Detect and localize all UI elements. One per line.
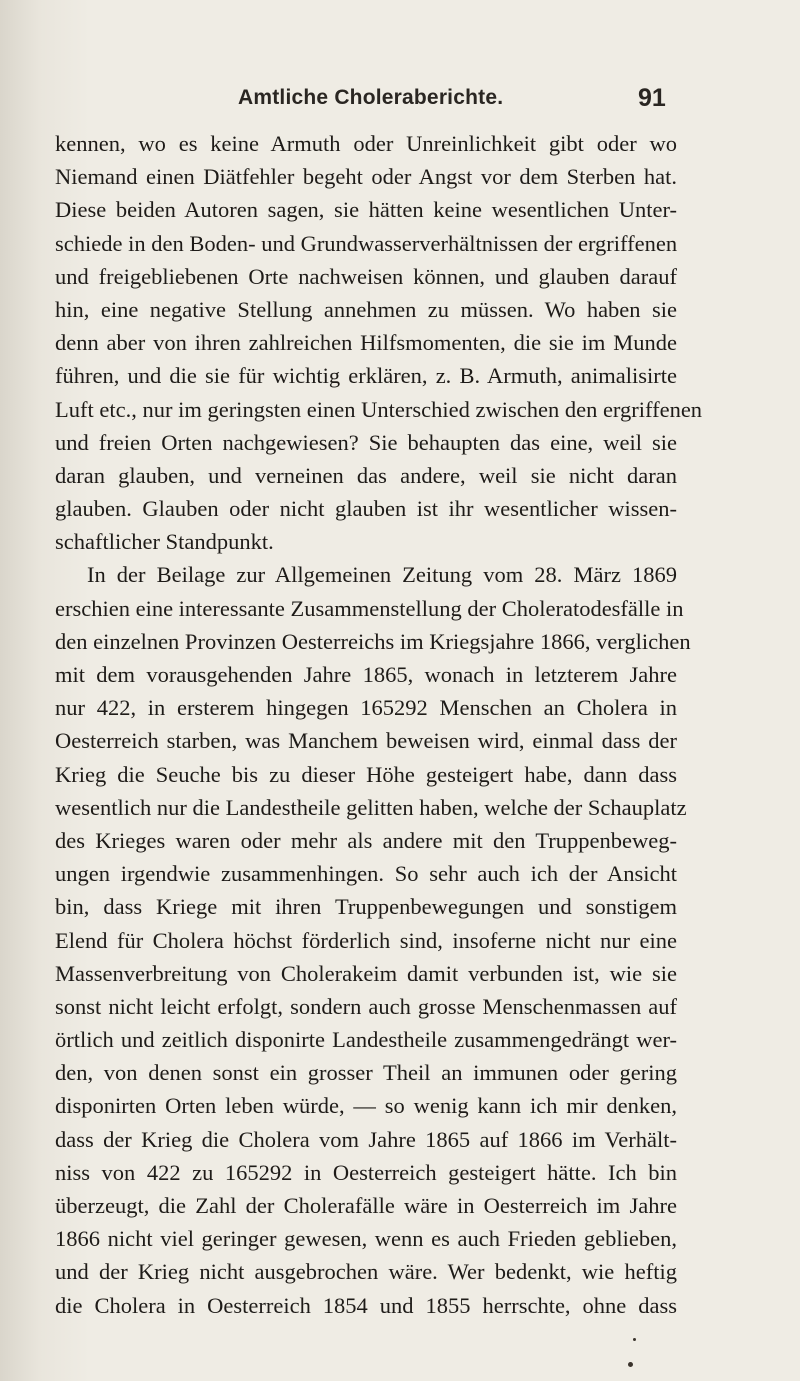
page-header: [0, 86, 800, 116]
text-line: glauben. Glauben oder nicht glauben ist ihr wesentlicher wissen-: [55, 496, 677, 522]
text-line: den einzelnen Provinzen Oesterreichs im Kriegsjahre 1866, verglichen: [55, 628, 691, 654]
text-line: erschien eine interessante Zusammenstellung der Choleratodesfälle in: [55, 595, 684, 621]
text-line: überzeugt, die Zahl der Cholerafälle wäre in Oesterreich im Jahre: [55, 1193, 677, 1218]
paragraph-first-line: In der Beilage zur Allgemeinen Zeitung vom 28. März 1869: [87, 562, 677, 588]
text-line: niss von 422 zu 165292 in Oesterreich gesteigert hätte. Ich bin: [55, 1159, 677, 1185]
text-line: nur 422, in ersterem hingegen 165292 Menschen an Cholera in: [55, 695, 677, 721]
text-line: Luft etc., nur im geringsten einen Unterschied zwischen den ergriffenen: [55, 396, 703, 422]
text-line: disponirten Orten leben würde, — so wenig kann ich mir denken,: [55, 1093, 677, 1119]
text-line: dass der Krieg die Cholera vom Jahre 1865 auf 1866 im Verhält-: [55, 1126, 677, 1152]
text-line: bin, dass Kriege mit ihren Truppenbewegungen und sonstigem: [55, 894, 677, 920]
text-line: Massenverbreitung von Cholerakeim damit verbunden ist, wie sie: [55, 960, 677, 986]
text-line: örtlich und zeitlich disponirte Landestheile zusammengedrängt wer-: [55, 1027, 677, 1053]
page-number: 91: [638, 84, 666, 112]
text-line: des Krieges waren oder mehr als andere mit den Truppenbeweg-: [55, 827, 677, 853]
text-line: führen, und die sie für wichtig erklären, z. B. Armuth, animalisirte: [55, 363, 677, 389]
text-line: Oesterreich starben, was Manchem beweisen wird, einmal dass der: [55, 728, 677, 754]
text-line: kennen, wo es keine Armuth oder Unreinlichkeit gibt oder wo: [55, 131, 677, 156]
text-line: den, von denen sonst ein grosser Theil an immunen oder gering: [55, 1060, 677, 1086]
text-line: Krieg die Seuche bis zu dieser Höhe gesteigert habe, dann dass: [55, 761, 677, 787]
text-line: und freigebliebenen Orte nachweisen können, und glauben darauf: [55, 263, 677, 289]
text-line: Elend für Cholera höchst förderlich sind, insoferne nicht nur eine: [55, 927, 677, 953]
text-line: ungen irgendwie zusammenhingen. So sehr auch ich der Ansicht: [55, 861, 677, 887]
body-text: [55, 127, 703, 1322]
text-line: schaftlicher Standpunkt.: [55, 529, 274, 555]
text-line: Niemand einen Diätfehler begeht oder Angst vor dem Sterben hat.: [55, 164, 677, 190]
text-line: die Cholera in Oesterreich 1854 und 1855 herrschte, ohne dass: [55, 1292, 677, 1318]
ink-speck: [633, 1338, 636, 1341]
running-title: Amtliche Choleraberichte.: [238, 86, 504, 109]
text-line: hin, eine negative Stellung annehmen zu müssen. Wo haben sie: [55, 296, 677, 322]
text-line: 1866 nicht viel geringer gewesen, wenn es auch Frieden geblieben,: [55, 1226, 677, 1252]
text-line: schiede in den Boden- und Grundwasserverhältnissen der ergriffenen: [55, 230, 678, 256]
text-line: Diese beiden Autoren sagen, sie hätten keine wesentlichen Unter-: [55, 197, 677, 223]
text-line: sonst nicht leicht erfolgt, sondern auch grosse Menschenmassen auf: [55, 993, 677, 1019]
text-line: wesentlich nur die Landestheile gelitten haben, welche der Schauplatz: [55, 794, 687, 820]
text-line: mit dem vorausgehenden Jahre 1865, wonach in letzterem Jahre: [55, 662, 677, 687]
text-line: und der Krieg nicht ausgebrochen wäre. Wer bedenkt, wie heftig: [55, 1259, 677, 1285]
text-line: denn aber von ihren zahlreichen Hilfsmomenten, die sie im Munde: [55, 330, 677, 356]
text-line: daran glauben, und verneinen das andere, weil sie nicht daran: [55, 462, 677, 488]
text-line: und freien Orten nachgewiesen? Sie behaupten das eine, weil sie: [55, 429, 677, 455]
ink-speck: [628, 1362, 633, 1367]
